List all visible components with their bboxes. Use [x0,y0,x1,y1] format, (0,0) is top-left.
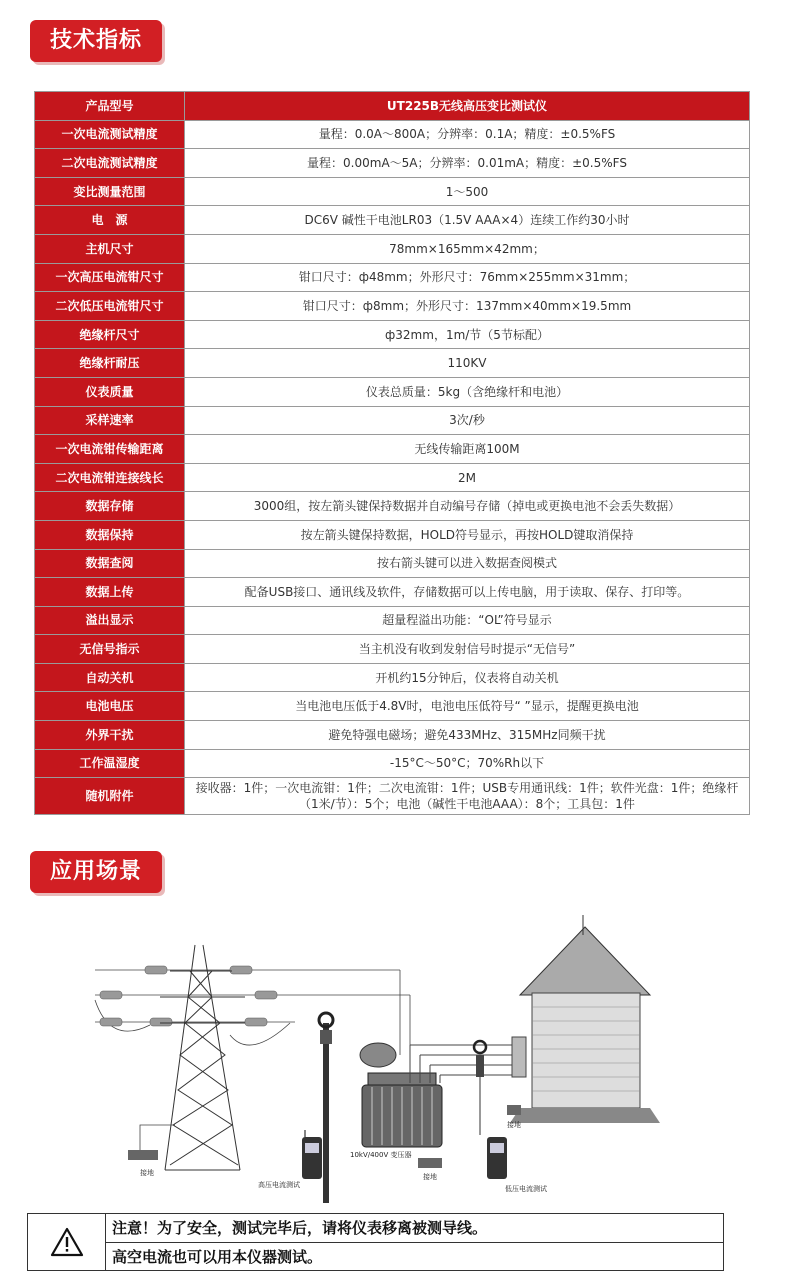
spec-label: 二次电流钳连接线长 [35,463,185,492]
ground-block-2 [418,1158,442,1168]
spec-value: 3000组，按左箭头键保持数据并自动编号存储（掉电或更换电池不会丢失数据） [185,492,750,521]
header-value: UT225B无线高压变比测试仪 [185,92,750,121]
table-row [35,320,750,349]
lv-meter-icon [487,1137,507,1179]
spec-label: 数据保持 [35,520,185,549]
spec-label: 外界干扰 [35,721,185,750]
transformer-label: 10kV/400V 变压器 [350,1151,412,1159]
transmission-tower-icon [160,945,245,1170]
spec-value: 按右箭头键可以进入数据查阅模式 [185,549,750,578]
spec-value: 接收器：1件；一次电流钳：1件；二次电流钳：1件；USB专用通讯线：1件；软件光盘：1件；绝缘杆（1米/节）：5个；电池（碱性干电池AAA）：8个；工具包：1件 [185,778,750,815]
warning-cell [28,1214,106,1270]
transformer-icon [360,1043,442,1147]
table-row [35,721,750,750]
spec-value: 开机约15分钟后，仪表将自动关机 [185,663,750,692]
spec-value: DC6V 碱性干电池LR03（1.5V AAA×4）连续工作约30小时 [185,206,750,235]
spec-label: 电池电压 [35,692,185,721]
ground-label-1: 接地 [140,1169,154,1177]
spec-value: 无线传输距离100M [185,435,750,464]
spec-label: 二次低压电流钳尺寸 [35,292,185,321]
table-header-row [35,92,750,121]
table-row [35,663,750,692]
spec-value: 仪表总质量：5kg（含绝缘杆和电池） [185,377,750,406]
spec-label: 采样速率 [35,406,185,435]
spec-value: 量程：0.00mA～5A；分辨率：0.01mA；精度：±0.5%FS [185,149,750,178]
spec-label: 自动关机 [35,663,185,692]
spec-value: -15°C～50°C；70%Rh以下 [185,749,750,778]
table-row [35,120,750,149]
spec-label: 数据存储 [35,492,185,521]
spec-label: 一次电流钳传输距离 [35,435,185,464]
spec-label: 数据上传 [35,578,185,607]
spec-value: 按左箭头键保持数据，HOLD符号显示，再按HOLD键取消保持 [185,520,750,549]
spec-label: 溢出显示 [35,606,185,635]
header-label: 产品型号 [35,92,185,121]
table-row [35,492,750,521]
spec-label: 随机附件 [35,778,185,815]
spec-value: ф32mm，1m/节（5节标配） [185,320,750,349]
spec-label: 一次电流测试精度 [35,120,185,149]
spec-value: 超量程溢出功能：“OL”符号显示 [185,606,750,635]
spec-value: 避免特强电磁场；避免433MHz、315MHz同频干扰 [185,721,750,750]
table-row [35,406,750,435]
hv-test-label: 高压电流测试 [258,1181,300,1189]
table-row [35,206,750,235]
spec-value: 2M [185,463,750,492]
house-icon [510,915,660,1123]
spec-value: 钳口尺寸：ф48mm；外形尺寸：76mm×255mm×31mm； [185,263,750,292]
table-row [35,149,750,178]
table-row [35,463,750,492]
spec-label: 数据查阅 [35,549,185,578]
table-row [35,549,750,578]
spec-value: 当主机没有收到发射信号时提示“无信号” [185,635,750,664]
application-scene-illustration [0,905,790,1205]
spec-label: 电 源 [35,206,185,235]
table-row [35,778,750,815]
spec-label: 工作温湿度 [35,749,185,778]
ground-label-2: 接地 [423,1173,437,1181]
spec-table [34,91,750,815]
spec-label: 主机尺寸 [35,234,185,263]
ground-label-3: 接地 [507,1121,521,1129]
spec-value: 1～500 [185,177,750,206]
spec-label: 一次高压电流钳尺寸 [35,263,185,292]
table-row [35,263,750,292]
table-row [35,520,750,549]
spec-value: 110KV [185,349,750,378]
application-section-title: 应用场景 [30,851,162,893]
hv-meter-icon [302,1130,322,1179]
spec-value: 量程：0.0A～800A；分辨率：0.1A；精度：±0.5%FS [185,120,750,149]
table-row [35,292,750,321]
power-lines [95,970,410,1055]
warning-triangle-icon [50,1227,84,1257]
table-row [35,578,750,607]
spec-label: 绝缘杆尺寸 [35,320,185,349]
table-row [35,692,750,721]
spec-label: 二次电流测试精度 [35,149,185,178]
table-row [35,435,750,464]
spec-value: 78mm×165mm×42mm； [185,234,750,263]
spec-label: 无信号指示 [35,635,185,664]
spec-label: 变比测量范围 [35,177,185,206]
lv-test-label: 低压电流测试 [505,1185,547,1193]
spec-value: 3次/秒 [185,406,750,435]
ground-block-3 [507,1105,521,1115]
table-row [35,749,750,778]
notice-line-2: 高空电流也可以用本仪器测试。 [112,1248,323,1266]
ground-block-1 [128,1150,158,1160]
table-row [35,377,750,406]
spec-label: 绝缘杆耐压 [35,349,185,378]
table-row [35,635,750,664]
table-row [35,234,750,263]
spec-value: 当电池电压低于4.8V时，电池电压低符号“ ”显示，提醒更换电池 [185,692,750,721]
safety-notice [27,1213,724,1271]
spec-section-title: 技术指标 [30,20,162,62]
spec-label: 仪表质量 [35,377,185,406]
spec-value: 配备USB接口、通讯线及软件，存储数据可以上传电脑，用于读取、保存、打印等。 [185,578,750,607]
table-row [35,606,750,635]
table-row [35,177,750,206]
spec-value: 钳口尺寸：ф8mm；外形尺寸：137mm×40mm×19.5mm [185,292,750,321]
table-row [35,349,750,378]
notice-line-1: 注意！为了安全，测试完毕后，请将仪表移离被测导线。 [106,1214,723,1243]
